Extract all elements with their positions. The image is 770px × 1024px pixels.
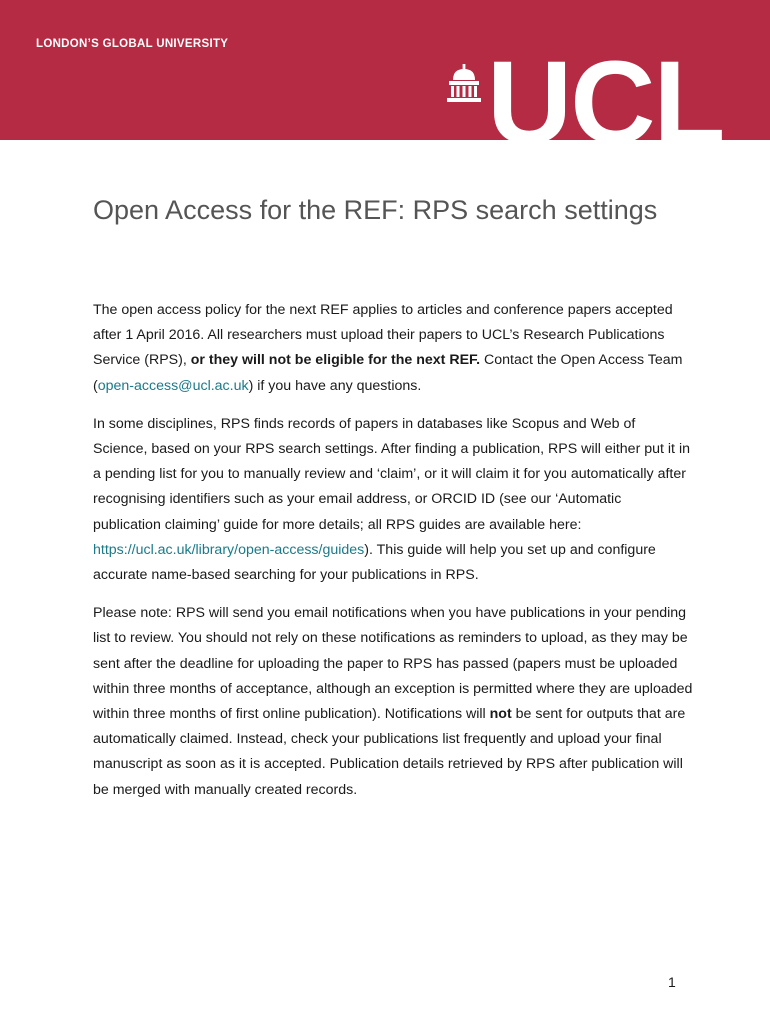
guides-link[interactable]: https://ucl.ac.uk/library/open-access/guides	[93, 541, 365, 558]
text-run: In some disciplines, RPS finds records of papers in databases like Scopus and Web of Science, based on your RPS search settings. After finding a publication, RPS will either put it in a pending list for you to manually review and ‘claim’, or it will claim it for you automatically after recognising identifiers such as your email address, or ORCID ID (see our ‘Automatic publication claiming’ guide for more details; all RPS guides are available here:	[93, 415, 690, 533]
text-run: be sent for outputs that are automatically claimed. Instead, check your publications list frequently and upload your final manuscript as soon as it is accepted. Publication details retrieved by RPS after publication will be merged with manually created records.	[93, 706, 686, 798]
bold-warning: or they will not be eligible for the next REF.	[190, 352, 481, 369]
text-run: Please note: RPS will send you email notifications when you have publications in your pending list to review. You should not rely on these notifications as reminders to upload, as they may be sent after the deadline for uploading the paper to RPS has passed (papers must be uploaded within three months of acceptance, although an exception is permitted where they are uploaded within three months of first online publication). Notifications will	[93, 605, 693, 723]
page-title: Open Access for the REF: RPS search settings	[93, 195, 658, 225]
text-run: Contact the Open Access Team (	[93, 352, 683, 394]
header-banner	[0, 0, 770, 169]
page-number: 1	[668, 974, 676, 990]
bold-not: not	[489, 706, 512, 723]
paragraph-note	[93, 601, 693, 803]
portico-dome-icon	[446, 64, 482, 102]
paragraph-policy	[93, 298, 693, 399]
text-run: ) if you have any questions.	[248, 377, 422, 394]
university-tagline: LONDON’S GLOBAL UNIVERSITY	[36, 38, 229, 50]
text-run: ). This guide will help you set up and configure accurate name-based searching for your publications in RPS.	[93, 541, 656, 584]
paragraph-search	[93, 412, 693, 588]
ucl-logo: UCL	[487, 37, 724, 169]
email-link[interactable]: open-access@ucl.ac.uk	[97, 377, 249, 394]
document-body	[93, 298, 693, 816]
text-run: The open access policy for the next REF applies to articles and conference papers accepted after 1 April 2016. All researchers must upload their papers to UCL’s Research Publications Service (RPS),	[93, 302, 673, 369]
